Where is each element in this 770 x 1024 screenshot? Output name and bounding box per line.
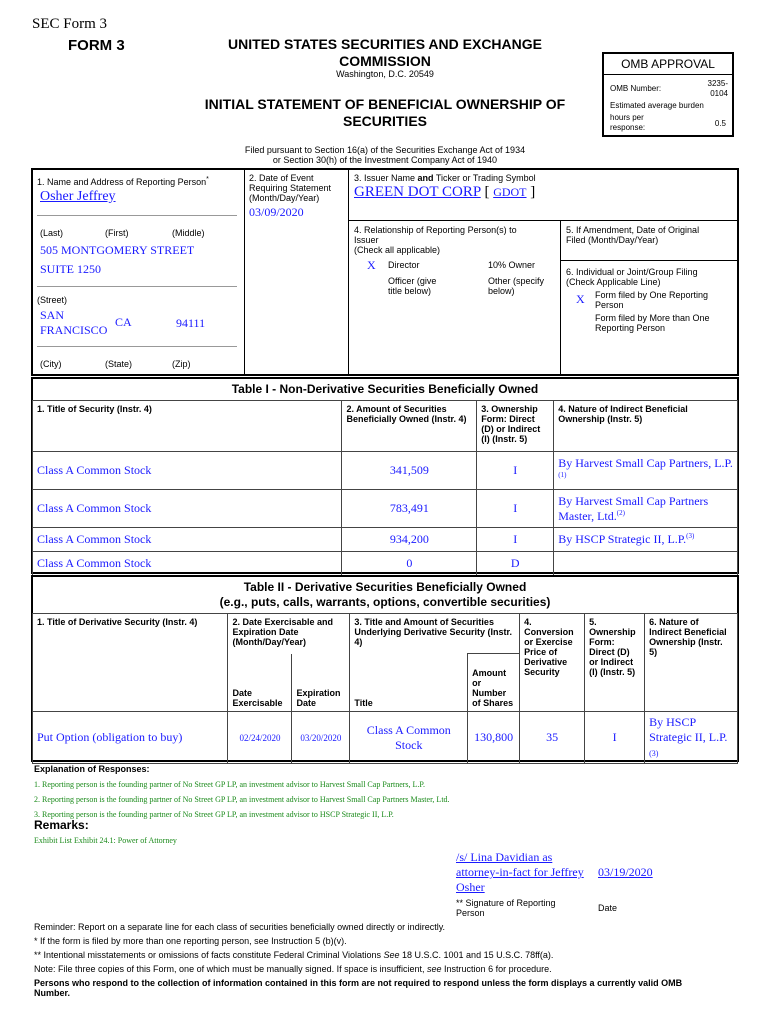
ownership-form: D: [477, 552, 554, 576]
remarks-label: Remarks:: [34, 818, 89, 832]
omb-hours-label: [610, 113, 645, 133]
security-amount: 783,491: [342, 490, 477, 528]
table1-header-nature: 4. Nature of Indirect Beneficial Ownership (Instr. 5): [554, 401, 738, 452]
date-exercisable: 02/24/2020: [228, 712, 292, 764]
table1-header-amount: 2. Amount of Securities Beneficially Owned (Instr. 4): [342, 401, 477, 452]
box1-rule-1: [37, 215, 237, 216]
ownership-form: I: [477, 490, 554, 528]
security-title: Class A Common Stock: [33, 528, 342, 552]
omb-disclaimer-1: Persons who respond to the collection of information contained in this form are not required to respond unless the form displays a currently valid OMB: [34, 978, 683, 988]
signature-line-1: /s/ Lina Davidian as: [456, 850, 553, 864]
divider-1-2: [244, 169, 245, 375]
ownership-nature: [554, 528, 738, 552]
city-label: (City): [40, 359, 62, 369]
director-check[interactable]: X: [367, 258, 376, 272]
table-row: [33, 490, 738, 528]
ownership-form: I: [477, 452, 554, 490]
box3-label: [354, 173, 536, 183]
city-line-1: SAN: [40, 308, 65, 322]
officer-label-2: title below): [388, 286, 432, 296]
security-amount: 934,200: [342, 528, 477, 552]
omb-burden-label: Estimated average burden: [610, 101, 704, 110]
ownership-nature: [554, 552, 738, 576]
state-value: CA: [115, 315, 132, 329]
omb-disclaimer: [34, 978, 738, 998]
issuer-line: [354, 184, 535, 201]
exercise-price: 35: [520, 712, 585, 764]
omb-approval-box: [602, 52, 734, 137]
sec-form-label: SEC Form 3: [32, 16, 108, 32]
box6-label-1: 6. Individual or Joint/Group Filing: [566, 267, 698, 277]
signature-label-2: Person: [456, 908, 485, 918]
table2-title: [33, 580, 737, 610]
table2-header-dates: 2. Date Exercisable and Expiration Date (Month/Day/Year): [228, 614, 350, 654]
other-label-1: Other (specify: [488, 276, 545, 286]
box5-label: [566, 225, 699, 245]
table2: [32, 613, 738, 764]
box3-label-and: and: [417, 173, 434, 183]
box4-label-2: Issuer: [354, 235, 379, 245]
footnote-ref[interactable]: (3): [649, 749, 659, 758]
box6-label: [566, 267, 698, 287]
omb-number-value: [708, 79, 728, 99]
ten-pct-owner-label: 10% Owner: [488, 260, 536, 270]
remarks-text: Exhibit List Exhibit 24.1: Power of Attorney: [34, 836, 177, 845]
box3-label-post: Ticker or Trading Symbol: [433, 173, 536, 183]
omb-hours-label-1: hours per: [610, 113, 644, 122]
footnote-ref[interactable]: (2): [616, 508, 625, 517]
middle-label: (Middle): [172, 228, 205, 238]
first-label: (First): [105, 228, 129, 238]
statement-title: [170, 96, 600, 130]
more-person-label: [595, 313, 710, 333]
box3-label-pre: 3. Issuer Name: [354, 173, 418, 183]
more-person-label-2: Reporting Person: [595, 323, 666, 333]
table2-title-2: (e.g., puts, calls, warrants, options, convertible securities): [219, 595, 551, 609]
event-date: 03/09/2020: [249, 205, 304, 219]
filed-pursuant-line2: or Section 30(h) of the Investment Company Act of 1940: [272, 155, 498, 165]
zip-label: (Zip): [172, 359, 191, 369]
officer-label-1: Officer (give: [388, 276, 437, 286]
ownership-nature-text: By Harvest Small Cap Partners, L.P.: [558, 455, 733, 470]
table1-header-form: 3. Ownership Form: Direct (D) or Indirect (I) (Instr. 5): [477, 401, 554, 452]
ownership-form: I: [585, 712, 645, 764]
double-star-pre: ** Intentional misstatements or omissions of facts constitute Federal Criminal Violations: [34, 950, 384, 960]
agency-address: Washington, D.C. 20549: [336, 69, 434, 79]
footnote-1: 1. Reporting person is the founding partner of No Street GP LP, an investment advisor to Harvest Small Cap Partners, L.P.: [34, 780, 425, 789]
table1-header-title: 1. Title of Security (Instr. 4): [33, 401, 342, 452]
one-person-label: [595, 290, 708, 310]
issuer-name[interactable]: GREEN DOT CORP: [354, 184, 481, 200]
double-star-see: See: [383, 950, 400, 960]
divider-3-4: [349, 220, 738, 221]
security-title: Class A Common Stock: [33, 552, 342, 576]
divider-5-6: [561, 260, 738, 261]
filed-pursuant: [180, 145, 590, 165]
footnote-ref[interactable]: (3): [686, 532, 695, 540]
last-label: (Last): [40, 228, 64, 238]
explanation-label: Explanation of Responses:: [34, 764, 150, 774]
table2-header-form: 5. Ownership Form: Direct (D) or Indirect (I) (Instr. 5): [585, 614, 645, 712]
table2-sub-amount: Amount or Number of Shares: [468, 654, 520, 712]
ticker-bracket-open: [: [484, 184, 490, 200]
director-label: Director: [388, 260, 420, 270]
signature-line-3: Osher: [456, 880, 485, 894]
signature-label: [456, 898, 556, 918]
table2-header-price: 4. Conversion or Exercise Price of Derivative Security: [520, 614, 585, 712]
box2-label-1: 2. Date of Event: [249, 173, 314, 183]
table2-sub-expiration: Expiration Date: [292, 654, 350, 712]
statement-title-line1: INITIAL STATEMENT OF BENEFICIAL OWNERSHIP OF: [204, 96, 566, 112]
divider-2-3: [348, 169, 349, 375]
date-label: Date: [598, 903, 618, 913]
box1-label-sup: *: [206, 176, 209, 183]
table2-header-nature: 6. Nature of Indirect Beneficial Ownership (Instr. 5): [645, 614, 738, 712]
statement-title-line2: SECURITIES: [342, 113, 427, 129]
ticker-symbol[interactable]: GDOT: [493, 185, 527, 199]
box5-label-1: 5. If Amendment, Date of Original: [566, 225, 700, 235]
table-row: [33, 528, 738, 552]
omb-number-value-2: 0104: [710, 89, 728, 98]
file-note-post: Instruction 6 for procedure.: [441, 964, 552, 974]
file-note-pre: Note: File three copies of this Form, one of which must be manually signed. If space is insufficient,: [34, 964, 428, 974]
table2-sub-title: Title: [350, 654, 468, 712]
omb-number-value-1: 3235-: [707, 79, 728, 88]
underlying-amount: 130,800: [468, 712, 520, 764]
state-label: (State): [105, 359, 133, 369]
explanation-list: [34, 777, 450, 822]
table2-header-row: [33, 614, 738, 654]
box2-label-2: Requiring Statement: [249, 183, 332, 193]
box1-label-text: 1. Name and Address of Reporting Person: [37, 177, 207, 187]
box5-label-2: Filed (Month/Day/Year): [566, 235, 659, 245]
table-row: [33, 552, 738, 576]
omb-hours-label-2: response:: [610, 123, 646, 132]
star-note: * If the form is filed by more than one reporting person, see Instruction 5 (b)(v).: [34, 936, 347, 946]
box4-label: [354, 225, 517, 255]
box2-label: [249, 173, 331, 203]
more-person-label-1: Form filed by More than One: [595, 313, 710, 323]
reminder-text: Reminder: Report on a separate line for each class of securities beneficially owned directly or indirectly.: [34, 922, 446, 932]
agency-line2: COMMISSION: [339, 53, 431, 69]
omb-number-label: OMB Number:: [610, 84, 662, 93]
one-person-check[interactable]: X: [576, 292, 585, 306]
officer-label: [388, 276, 436, 296]
box1-rule-2: [37, 286, 237, 287]
zip-value: 94111: [176, 316, 206, 330]
filed-pursuant-line1: Filed pursuant to Section 16(a) of the Securities Exchange Act of 1934: [244, 145, 526, 155]
table2-sub-date-exercisable: Date Exercisable: [228, 654, 292, 712]
omb-disclaimer-2: Number.: [34, 988, 71, 998]
ownership-nature: [645, 712, 738, 764]
box2-label-3: (Month/Day/Year): [249, 193, 320, 203]
table-row: [33, 712, 738, 764]
other-label: [488, 276, 544, 296]
signature-date: 03/19/2020: [598, 865, 653, 879]
form-label: FORM 3: [68, 37, 125, 54]
box6-label-2: (Check Applicable Line): [566, 277, 661, 287]
underlying-title: Class A Common Stock: [350, 712, 468, 764]
other-label-2: below): [488, 286, 515, 296]
footnote-2: 2. Reporting person is the founding partner of No Street GP LP, an investment advisor to Harvest Small Cap Partners Master, Ltd.: [34, 795, 450, 804]
table2-header-title: 1. Title of Derivative Security (Instr. 4): [33, 614, 228, 712]
table-row: [33, 452, 738, 490]
signature-label-1: ** Signature of Reporting: [456, 898, 556, 908]
security-title: Class A Common Stock: [33, 490, 342, 528]
ownership-nature-text: By HSCP Strategic II, L.P.: [558, 532, 687, 546]
ticker-bracket-close: ]: [530, 184, 536, 200]
agency-line1: UNITED STATES SECURITIES AND EXCHANGE: [228, 36, 542, 52]
street-label: (Street): [37, 295, 68, 305]
ownership-form: I: [477, 528, 554, 552]
table2-title-1: Table II - Derivative Securities Beneficially Owned: [243, 580, 527, 594]
box1-label: [37, 176, 209, 187]
one-person-label-1: Form filed by One Reporting: [595, 290, 709, 300]
derivative-title: Put Option (obligation to buy): [33, 712, 228, 764]
security-amount: 341,509: [342, 452, 477, 490]
reporting-person-name[interactable]: Osher Jeffrey: [40, 189, 116, 204]
ownership-nature-text: By Harvest Small Cap Partners Master, Ltd.: [558, 493, 709, 523]
double-star-post: 18 U.S.C. 1001 and 15 U.S.C. 78ff(a).: [399, 950, 554, 960]
table1-title: Table I - Non-Derivative Securities Beneficially Owned: [231, 382, 539, 396]
one-person-label-2: Person: [595, 300, 624, 310]
footnote-3: 3. Reporting person is the founding partner of No Street GP LP, an investment advisor to HSCP Strategic II, L.P.: [34, 810, 394, 819]
street-line-1: 505 MONTGOMERY STREET: [40, 243, 195, 257]
city-line-2: FRANCISCO: [40, 323, 108, 337]
street-line-2: SUITE 1250: [40, 262, 101, 276]
ownership-nature: [554, 452, 738, 490]
omb-title: OMB APPROVAL: [604, 54, 732, 75]
security-title: Class A Common Stock: [33, 452, 342, 490]
signature-line-2: attorney-in-fact for Jeffrey: [456, 865, 584, 879]
box1-rule-3: [37, 346, 237, 347]
double-star-note: [34, 950, 553, 960]
expiration-date: 03/20/2020: [292, 712, 350, 764]
omb-hours-value: 0.5: [714, 119, 726, 128]
divider-4-5: [560, 221, 561, 375]
box4-label-3: (Check all applicable): [354, 245, 441, 255]
ownership-nature-text: By HSCP Strategic II, L.P.: [649, 715, 728, 744]
footnote-ref[interactable]: (1): [558, 470, 567, 479]
box4-label-1: 4. Relationship of Reporting Person(s) to: [354, 225, 517, 235]
agency-name: [190, 36, 580, 70]
ownership-nature: [554, 490, 738, 528]
security-amount: 0: [342, 552, 477, 576]
signature: [456, 850, 584, 895]
table1: [32, 400, 738, 576]
file-note: [34, 964, 552, 974]
table1-header-row: [33, 401, 738, 452]
city-value: [40, 308, 107, 338]
table2-header-underlying: 3. Title and Amount of Securities Underlying Derivative Security (Instr. 4): [350, 614, 520, 654]
file-note-see: see: [427, 964, 442, 974]
